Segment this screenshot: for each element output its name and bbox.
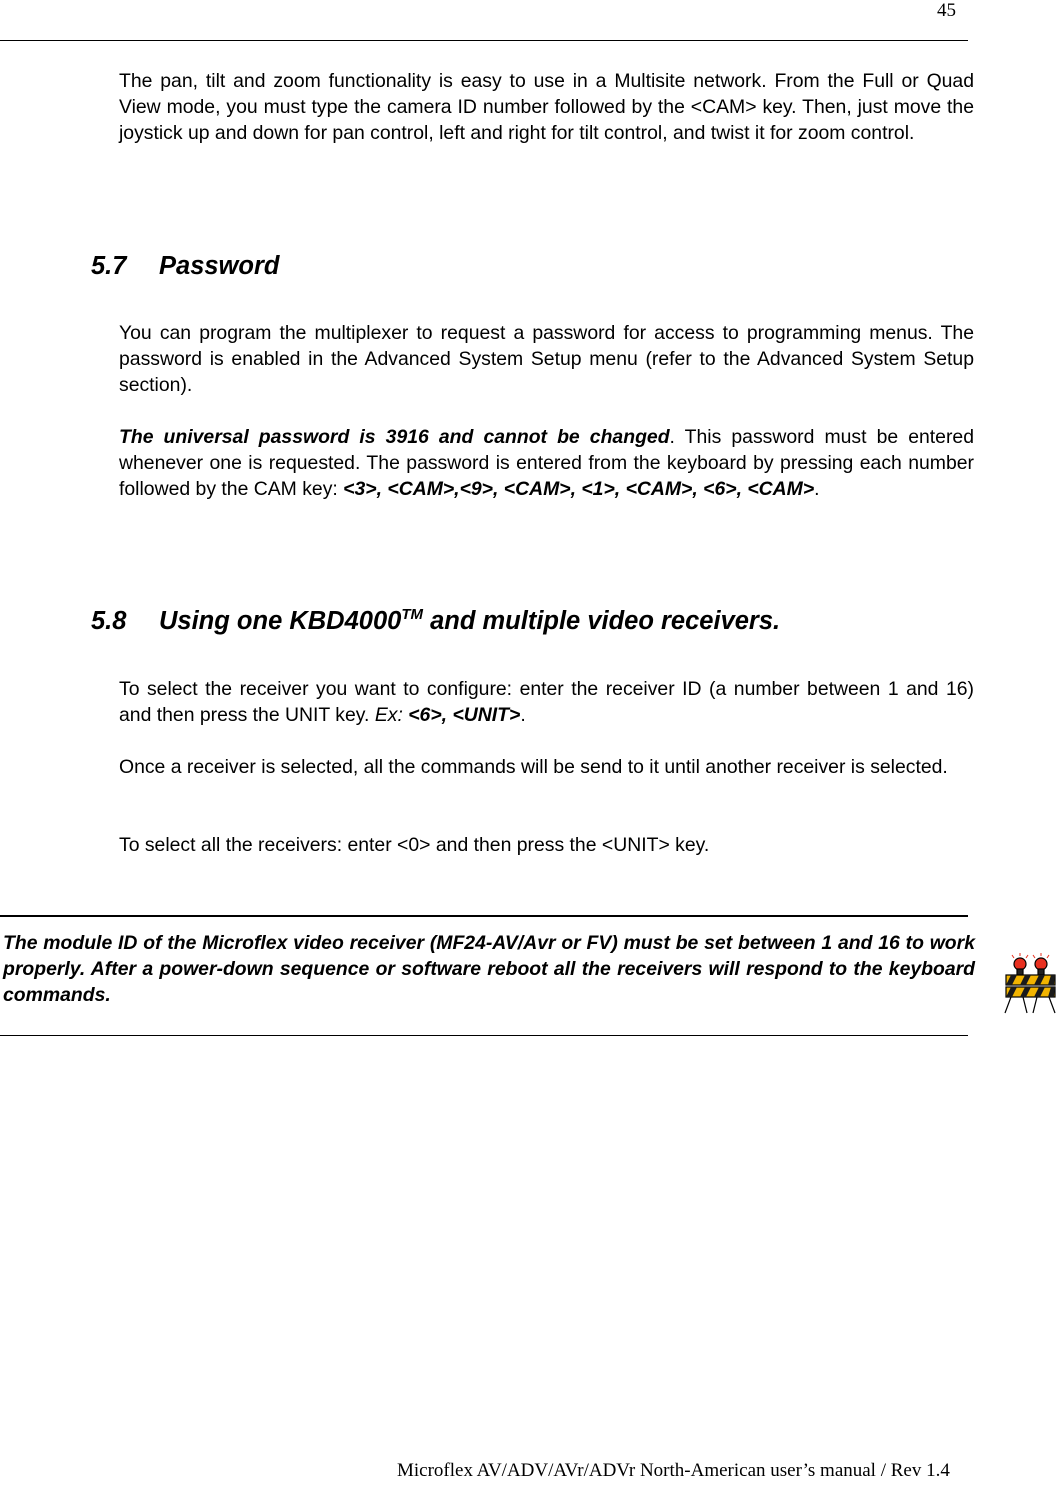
password-instructions: . This password must be entered whenever one is requested. The password is entered from the keyboard by pressing each number followed by the CAM key: — [119, 426, 974, 500]
select-receiver-text: To select the receiver you want to configure: enter the receiver ID (a number between 1 and 16) and then press the UNIT key. — [119, 678, 974, 726]
section-title-prefix: Using one KBD4000 — [159, 607, 402, 635]
header-divider — [0, 40, 968, 41]
page-footer: Microflex AV/ADV/AVr/ADVr North-American user’s manual / Rev 1.4 — [397, 1460, 950, 1481]
sentence-end: . — [520, 704, 526, 726]
note-top-divider — [0, 915, 968, 917]
select-receiver-paragraph — [119, 676, 974, 728]
select-all-paragraph: To select all the receivers: enter <0> and then press the <UNIT> key. — [119, 834, 710, 856]
section-title-suffix: and multiple video receivers. — [422, 607, 781, 635]
intro-paragraph: The pan, tilt and zoom functionality is easy to use in a Multisite network. From the Full or Quad View mode, you must type the camera ID number followed by the <CAM> key. Then, just move the joystick up and down for pan control, left and right for tilt control, and twist it for zoom control. — [119, 70, 974, 144]
password-paragraph: You can program the multiplexer to request a password for access to programming menus. The password is enabled in the Advanced System Setup menu (refer to the Advanced System Setup section). — [119, 322, 974, 396]
warning-barricade-icon — [1003, 950, 1057, 1014]
section-title: Password — [159, 252, 280, 280]
section-number: 5.7 — [91, 252, 127, 280]
section-5-7-heading — [91, 252, 279, 281]
section-number: 5.8 — [91, 607, 127, 635]
section-5-8-heading — [91, 607, 780, 636]
sentence-end: . — [814, 478, 820, 500]
universal-password-emphasis: The universal password is 3916 and cannot be changed — [119, 426, 670, 448]
receiver-selected-paragraph: Once a receiver is selected, all the commands will be send to it until another receiver is selected. — [119, 756, 948, 778]
page-number: 45 — [937, 0, 956, 21]
example-label: Ex: — [374, 704, 403, 726]
unit-key-sequence: <6>, <UNIT> — [402, 704, 521, 726]
universal-password-paragraph — [119, 424, 974, 502]
note-bottom-divider — [0, 1035, 968, 1036]
warning-note: The module ID of the Microflex video receiver (MF24-AV/Avr or FV) must be set between 1 and 16 to work properly. After a power-down sequence or software reboot all the receivers will respond to the keyboard commands. — [3, 932, 975, 1006]
trademark-superscript: TM — [401, 606, 423, 623]
password-key-sequence: <3>, <CAM>,<9>, <CAM>, <1>, <CAM>, <6>, <CAM> — [343, 478, 815, 500]
